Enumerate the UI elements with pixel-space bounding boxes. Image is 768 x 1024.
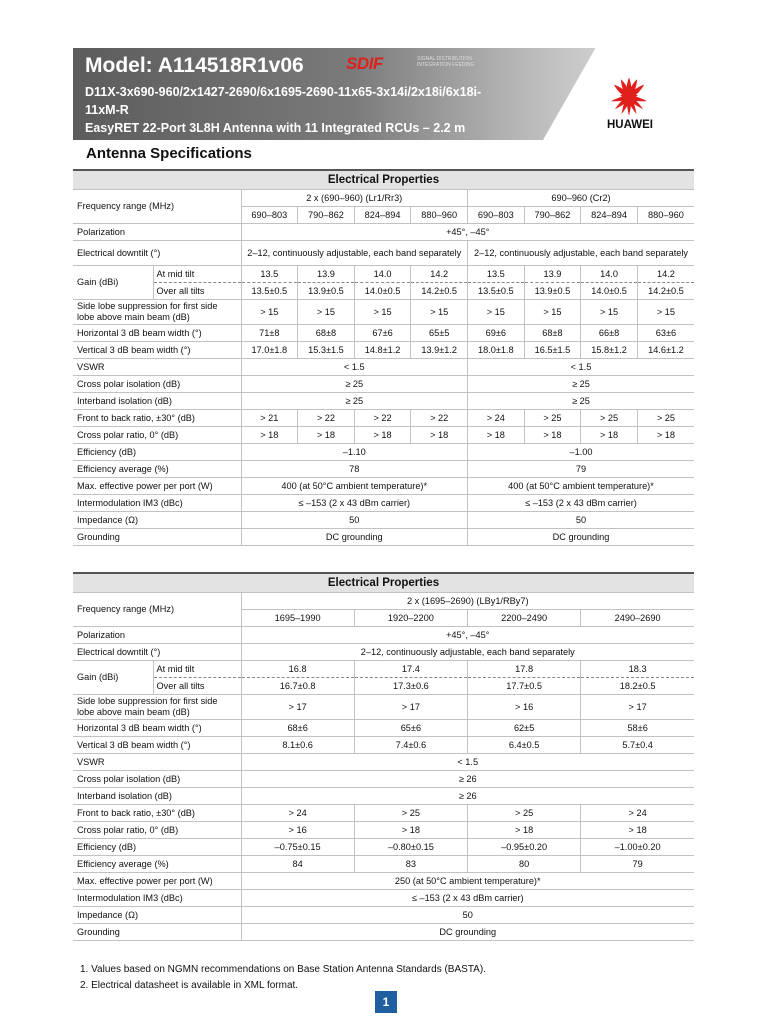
table-cell: DC grounding	[241, 924, 694, 941]
row-label-efficiency-average: Efficiency average (%)	[73, 856, 241, 873]
table-cell: –0.95±0.20	[468, 839, 581, 856]
subband-header: 1920–2200	[354, 610, 467, 627]
row-label-gain: Gain (dBi)	[73, 661, 153, 695]
table-cell: 50	[241, 512, 468, 529]
table-cell: 14.6±1.2	[637, 342, 694, 359]
table-cell: 13.9	[524, 266, 581, 283]
table-cell: > 15	[298, 300, 355, 325]
subband-header: 880–960	[637, 207, 694, 224]
table-cell: ≤ –153 (2 x 43 dBm carrier)	[241, 890, 694, 907]
subband-header: 1695–1990	[241, 610, 354, 627]
table-cell: 83	[354, 856, 467, 873]
table-cell: 84	[241, 856, 354, 873]
table-cell: 400 (at 50°C ambient temperature)*	[241, 478, 468, 495]
table-cell: –1.00±0.20	[581, 839, 694, 856]
subband-header: 690–803	[241, 207, 298, 224]
huawei-flower-icon	[596, 64, 662, 124]
row-label-front-to-back: Front to back ratio, ±30° (dB)	[73, 410, 241, 427]
table-cell: 18.0±1.8	[468, 342, 525, 359]
row-label-line: Side lobe suppression for first side	[77, 301, 218, 311]
row-sublabel-mid-tilt: At mid tilt	[153, 266, 241, 283]
table-cell: ≥ 25	[241, 376, 468, 393]
table-cell: –1.00	[468, 444, 695, 461]
table-cell: 62±5	[468, 720, 581, 737]
table-cell: > 25	[524, 410, 581, 427]
table-cell: > 15	[411, 300, 468, 325]
table-cell: < 1.5	[241, 754, 694, 771]
table-cell: > 24	[241, 805, 354, 822]
table-cell: > 18	[468, 427, 525, 444]
footnote: 2. Electrical datasheet is available in XML format.	[80, 980, 299, 991]
table-cell: 14.0±0.5	[354, 283, 411, 300]
row-sublabel-all-tilts: Over all tilts	[153, 283, 241, 300]
row-label-efficiency-average: Efficiency average (%)	[73, 461, 241, 478]
table-cell: 8.1±0.6	[241, 737, 354, 754]
table-title: Electrical Properties	[73, 170, 694, 190]
row-label-cross-polar-isolation: Cross polar isolation (dB)	[73, 376, 241, 393]
table-cell: ≥ 26	[241, 788, 694, 805]
table-cell: 63±6	[637, 325, 694, 342]
page-number-badge: 1	[375, 991, 397, 1013]
table-cell: > 15	[468, 300, 525, 325]
table-cell: 16.5±1.5	[524, 342, 581, 359]
table-cell: > 18	[581, 822, 694, 839]
huawei-wordmark: HUAWEI	[607, 119, 653, 131]
table-cell: 17.0±1.8	[241, 342, 298, 359]
table-cell: 14.2	[411, 266, 468, 283]
table-cell: > 25	[354, 805, 467, 822]
table-cell: 65±6	[354, 720, 467, 737]
row-label-vbw: Vertical 3 dB beam width (°)	[73, 342, 241, 359]
table-cell: 6.4±0.5	[468, 737, 581, 754]
table-cell: > 16	[241, 822, 354, 839]
table-cell: > 22	[354, 410, 411, 427]
table-cell: ≤ –153 (2 x 43 dBm carrier)	[241, 495, 468, 512]
table-cell: < 1.5	[468, 359, 695, 376]
table-cell: > 15	[524, 300, 581, 325]
row-label-line: lobe above main beam (dB)	[77, 707, 190, 717]
sdif-tagline: SIGNAL DISTRIBUTION INTEGRATION FEEDING	[417, 56, 475, 68]
row-label-interband-isolation: Interband isolation (dB)	[73, 788, 241, 805]
table-cell: > 17	[581, 695, 694, 720]
table-cell: 13.9±1.2	[411, 342, 468, 359]
table-cell: 68±8	[298, 325, 355, 342]
band-header: 690–960 (Cr2)	[468, 190, 695, 207]
table-cell: 13.5	[241, 266, 298, 283]
table-cell: > 18	[241, 427, 298, 444]
table-cell: 66±8	[581, 325, 638, 342]
row-label-im3: Intermodulation IM3 (dBc)	[73, 890, 241, 907]
row-label-polarization: Polarization	[73, 224, 241, 241]
table-cell: 16.7±0.8	[241, 678, 354, 695]
row-label-hbw: Horizontal 3 dB beam width (°)	[73, 325, 241, 342]
row-label-downtilt: Electrical downtilt (°)	[73, 241, 241, 266]
table-cell: 50	[241, 907, 694, 924]
row-label-vbw: Vertical 3 dB beam width (°)	[73, 737, 241, 754]
row-label-impedance: Impedance (Ω)	[73, 512, 241, 529]
table-cell: ≥ 25	[468, 376, 695, 393]
table-cell: 78	[241, 461, 468, 478]
table-cell: 17.8	[468, 661, 581, 678]
table-cell: ≥ 25	[468, 393, 695, 410]
table-cell: 17.3±0.6	[354, 678, 467, 695]
footnote: 1. Values based on NGMN recommendations on Base Station Antenna Standards (BASTA).	[80, 964, 486, 975]
table-cell: 18.3	[581, 661, 694, 678]
row-label-efficiency: Efficiency (dB)	[73, 444, 241, 461]
row-sublabel-mid-tilt: At mid tilt	[153, 661, 241, 678]
table-cell: > 24	[581, 805, 694, 822]
table-cell: < 1.5	[241, 359, 468, 376]
table-cell: +45°, –45°	[241, 224, 694, 241]
table-cell: 13.5	[468, 266, 525, 283]
model-description-line-3: EasyRET 22-Port 3L8H Antenna with 11 Integrated RCUs – 2.2 m	[85, 121, 466, 135]
subband-header: 690–803	[468, 207, 525, 224]
electrical-properties-table-low-band	[73, 169, 694, 546]
table-cell: 14.2	[637, 266, 694, 283]
electrical-properties-table-high-band	[73, 572, 694, 941]
table-cell: 14.2±0.5	[411, 283, 468, 300]
table-cell: 2–12, continuously adjustable, each band separately	[241, 644, 694, 661]
table-cell: > 18	[354, 427, 411, 444]
sdif-logo: SDIF	[346, 54, 383, 73]
table-cell: 65±5	[411, 325, 468, 342]
row-sublabel-all-tilts: Over all tilts	[153, 678, 241, 695]
row-label-line: Side lobe suppression for first side	[77, 696, 218, 706]
row-label-cross-polar-ratio: Cross polar ratio, 0° (dB)	[73, 427, 241, 444]
table-cell: 14.8±1.2	[354, 342, 411, 359]
table-cell: 250 (at 50°C ambient temperature)*	[241, 873, 694, 890]
table-cell: > 18	[524, 427, 581, 444]
table-cell: 68±8	[524, 325, 581, 342]
subband-header: 2490–2690	[581, 610, 694, 627]
subband-header: 880–960	[411, 207, 468, 224]
table-cell: 13.5±0.5	[241, 283, 298, 300]
table-cell: > 22	[411, 410, 468, 427]
table-cell: > 22	[298, 410, 355, 427]
row-label-vswr: VSWR	[73, 754, 241, 771]
table-cell: 17.7±0.5	[468, 678, 581, 695]
section-title: Antenna Specifications	[86, 145, 252, 162]
table-cell: > 15	[354, 300, 411, 325]
table-cell: 80	[468, 856, 581, 873]
row-label-max-power: Max. effective power per port (W)	[73, 478, 241, 495]
row-label-gain: Gain (dBi)	[73, 266, 153, 300]
table-cell: 13.5±0.5	[468, 283, 525, 300]
table-cell: 5.7±0.4	[581, 737, 694, 754]
table-cell: > 18	[637, 427, 694, 444]
table-cell: 50	[468, 512, 695, 529]
table-cell: > 24	[468, 410, 525, 427]
table-cell: > 16	[468, 695, 581, 720]
table-cell: 18.2±0.5	[581, 678, 694, 695]
model-description-line-1: D11X-3x690-960/2x1427-2690/6x1695-2690-11x65-3x14i/2x18i/6x18i-	[85, 85, 482, 99]
table-cell: 16.8	[241, 661, 354, 678]
table-cell: 71±8	[241, 325, 298, 342]
table-cell: > 18	[468, 822, 581, 839]
row-label-efficiency: Efficiency (dB)	[73, 839, 241, 856]
table-cell: 2–12, continuously adjustable, each band separately	[241, 241, 468, 266]
row-label-max-power: Max. effective power per port (W)	[73, 873, 241, 890]
table-cell: 14.0±0.5	[581, 283, 638, 300]
table-cell: 17.4	[354, 661, 467, 678]
row-label-im3: Intermodulation IM3 (dBc)	[73, 495, 241, 512]
band-header: 2 x (1695–2690) (LBy1/RBy7)	[241, 593, 694, 610]
model-description-line-2: 11xM-R	[85, 103, 129, 117]
table-cell: 13.9	[298, 266, 355, 283]
table-cell: > 15	[581, 300, 638, 325]
table-cell: 68±6	[241, 720, 354, 737]
row-label-vswr: VSWR	[73, 359, 241, 376]
row-label-side-lobe	[73, 695, 241, 720]
table-cell: –0.80±0.15	[354, 839, 467, 856]
subband-header: 824–894	[581, 207, 638, 224]
table-cell: DC grounding	[468, 529, 695, 546]
table-cell: 15.3±1.5	[298, 342, 355, 359]
row-label-polarization: Polarization	[73, 627, 241, 644]
table-cell: –0.75±0.15	[241, 839, 354, 856]
row-label-cross-polar-isolation: Cross polar isolation (dB)	[73, 771, 241, 788]
table-cell: 79	[468, 461, 695, 478]
table-cell: +45°, –45°	[241, 627, 694, 644]
table-title: Electrical Properties	[73, 573, 694, 593]
table-cell: 13.9±0.5	[524, 283, 581, 300]
table-cell: 15.8±1.2	[581, 342, 638, 359]
row-label-interband-isolation: Interband isolation (dB)	[73, 393, 241, 410]
subband-header: 790–862	[524, 207, 581, 224]
row-label-grounding: Grounding	[73, 529, 241, 546]
table-cell: 79	[581, 856, 694, 873]
row-label-frequency: Frequency range (MHz)	[73, 190, 241, 224]
table-cell: 69±6	[468, 325, 525, 342]
table-cell: –1.10	[241, 444, 468, 461]
table-cell: > 17	[354, 695, 467, 720]
table-cell: > 18	[411, 427, 468, 444]
table-cell: > 21	[241, 410, 298, 427]
table-cell: > 25	[637, 410, 694, 427]
table-cell: 14.0	[581, 266, 638, 283]
table-cell: > 18	[581, 427, 638, 444]
row-label-front-to-back: Front to back ratio, ±30° (dB)	[73, 805, 241, 822]
row-label-side-lobe	[73, 300, 241, 325]
row-label-downtilt: Electrical downtilt (°)	[73, 644, 241, 661]
table-cell: 7.4±0.6	[354, 737, 467, 754]
table-cell: ≥ 25	[241, 393, 468, 410]
table-cell: ≤ –153 (2 x 43 dBm carrier)	[468, 495, 695, 512]
row-label-frequency: Frequency range (MHz)	[73, 593, 241, 627]
subband-header: 824–894	[354, 207, 411, 224]
row-label-line: lobe above main beam (dB)	[77, 312, 190, 322]
row-label-cross-polar-ratio: Cross polar ratio, 0° (dB)	[73, 822, 241, 839]
table-cell: 14.2±0.5	[637, 283, 694, 300]
table-cell: 14.0	[354, 266, 411, 283]
row-label-impedance: Impedance (Ω)	[73, 907, 241, 924]
table-cell: > 25	[581, 410, 638, 427]
table-cell: 67±6	[354, 325, 411, 342]
table-cell: DC grounding	[241, 529, 468, 546]
table-cell: > 18	[354, 822, 467, 839]
table-cell: > 15	[241, 300, 298, 325]
table-cell: 400 (at 50°C ambient temperature)*	[468, 478, 695, 495]
row-label-hbw: Horizontal 3 dB beam width (°)	[73, 720, 241, 737]
table-cell: 58±6	[581, 720, 694, 737]
table-cell: ≥ 26	[241, 771, 694, 788]
table-cell: > 18	[298, 427, 355, 444]
subband-header: 2200–2490	[468, 610, 581, 627]
table-cell: > 15	[637, 300, 694, 325]
table-cell: > 25	[468, 805, 581, 822]
table-cell: 2–12, continuously adjustable, each band separately	[468, 241, 695, 266]
table-cell: 13.9±0.5	[298, 283, 355, 300]
model-title: Model: A114518R1v06	[85, 54, 304, 77]
subband-header: 790–862	[298, 207, 355, 224]
band-header: 2 x (690–960) (Lr1/Rr3)	[241, 190, 468, 207]
row-label-grounding: Grounding	[73, 924, 241, 941]
table-cell: > 17	[241, 695, 354, 720]
